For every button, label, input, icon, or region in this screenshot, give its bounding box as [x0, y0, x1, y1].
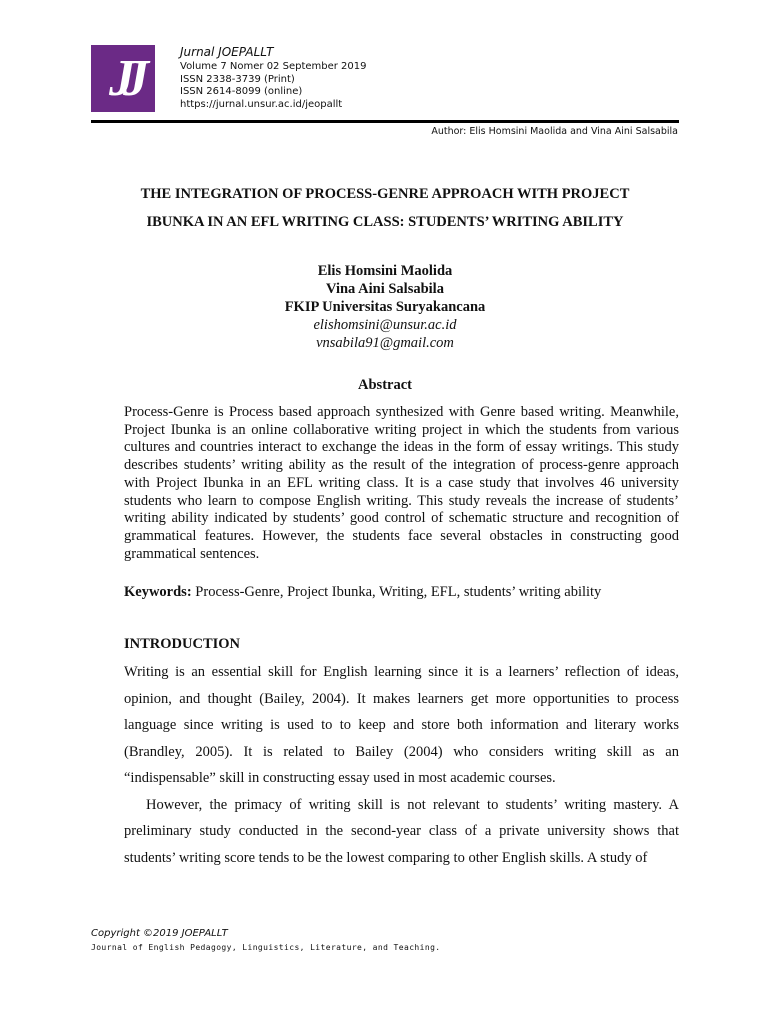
author-name-2: Vina Aini Salsabila: [326, 281, 444, 297]
abstract-heading: Abstract: [358, 377, 412, 393]
footer-journal-name: Journal of English Pedagogy, Linguistics, Literature, and Teaching.: [91, 943, 441, 952]
affiliation: FKIP Universitas Suryakancana: [284, 299, 486, 315]
journal-info: [180, 45, 367, 111]
title-line-1: THE INTEGRATION OF PROCESS-GENRE APPROACH WITH PROJECT: [140, 186, 630, 202]
email-2[interactable]: vnsabila91@gmail.com: [316, 335, 454, 351]
journal-name: Jurnal JOEPALLT: [180, 45, 274, 59]
header-divider: [91, 120, 679, 123]
introduction-body: [124, 659, 679, 871]
journal-logo: [91, 45, 155, 112]
abstract-text: Process-Genre is Process based approach synthesized with Genre based writing. Meanwhile, Project Ibunka is an online collaborative writing project in which the students from various cultures and countries interact to exchange the ideas in the form of essay writings. This study describes students’ writing ability as the result of the integration of process-genre approach with Project Ibunka in an EFL writing class. It is a case study that involves 46 university students who learn to compose English writing. This study reveals the increase of students’ writing ability indicated by students’ good control of schematic structure and recognition of grammatical features. However, the students face several obstacles in constructing good grammatical sentences.: [124, 404, 679, 562]
email-1[interactable]: elishomsini@unsur.ac.id: [313, 317, 457, 333]
journal-url[interactable]: https://jurnal.unsur.ac.id/jeopallt: [180, 98, 343, 110]
issn-print: ISSN 2338-3739 (Print): [180, 73, 295, 85]
title-line-2: IBUNKA IN AN EFL WRITING CLASS: STUDENTS’ WRITING ABILITY: [146, 214, 624, 230]
issn-online: ISSN 2614-8099 (online): [180, 86, 303, 98]
paper-title: [91, 180, 679, 236]
intro-paragraph-2: However, the primacy of writing skill is not relevant to students’ writing mastery. A preliminary study conducted in the second-year class of a private university shows that students’ writing score tends to be the lowest comparing to other English skills. A study of: [124, 796, 679, 866]
keywords: [124, 583, 679, 601]
introduction-heading: INTRODUCTION: [124, 636, 241, 652]
logo-letters: JJ: [109, 50, 137, 107]
author-block: [91, 262, 679, 352]
journal-volume: Volume 7 Nomer 02 September 2019: [180, 61, 367, 72]
author-name-1: Elis Homsini Maolida: [317, 263, 453, 279]
jj-logo-mark: [91, 45, 155, 112]
keywords-text: Process-Genre, Project Ibunka, Writing, EFL, students’ writing ability: [195, 584, 602, 600]
footer-copyright: Copyright ©2019 JOEPALLT: [91, 928, 228, 939]
keywords-label: Keywords:: [124, 584, 192, 600]
intro-paragraph-1: Writing is an essential skill for English learning since it is a learners’ reflection of ideas, opinion, and thought (Bailey, 2004). It makes learners get more opportunities to process language since writing is used to to keep and store both information and literary works (Brandley, 2005). It is related to Bailey (2004) who considers writing skill as an “indispensable” skill in constructing essay used in most academic courses.: [124, 664, 679, 786]
author-running-head: Author: Elis Homsini Maolida and Vina Aini Salsabila: [431, 126, 678, 137]
